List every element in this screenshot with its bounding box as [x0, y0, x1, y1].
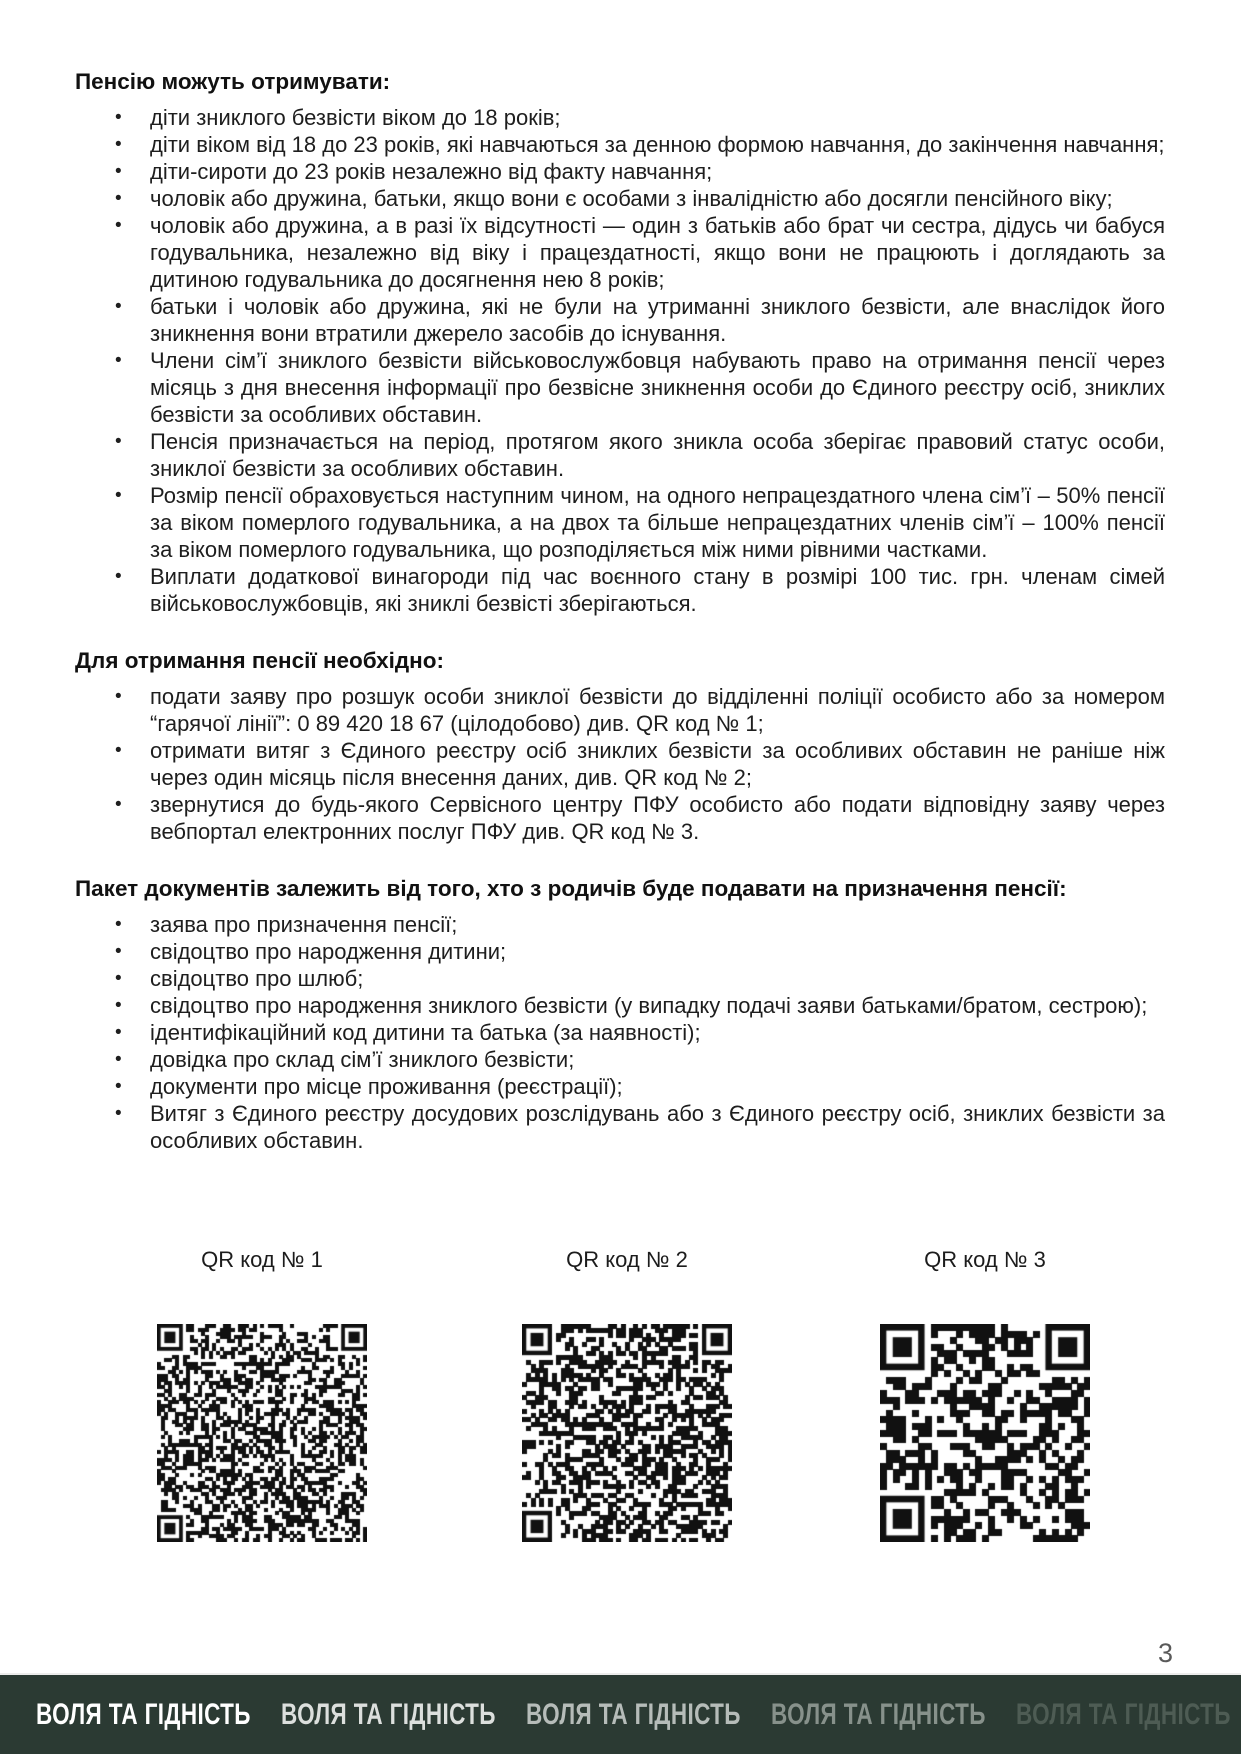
list-item [75, 131, 1165, 158]
bullet-marker-icon: • [115, 107, 122, 128]
qr-block-3 [880, 1246, 1090, 1542]
bullet-marker-icon: • [115, 794, 122, 815]
footer-slogan: ВОЛЯ ТА ГІДНІСТЬ [526, 1697, 741, 1731]
list-item-text: Витяг з Єдиного реєстру досудових розслідувань або з Єдиного реєстру осіб, зниклих безвісти за особливих обставин. [150, 1101, 1165, 1153]
list-item [75, 965, 1165, 992]
list-item-text: звернутися до будь-якого Сервісного центру ПФУ особисто або подати відповідну заяву через вебпортал електронних послуг ПФУ див. QR код № 3. [150, 792, 1165, 844]
bullet-marker-icon: • [115, 740, 122, 761]
bullet-marker-icon: • [115, 215, 122, 236]
bullet-marker-icon: • [115, 350, 122, 371]
list-item [75, 185, 1165, 212]
footer-slogan: ВОЛЯ ТА ГІДНІСТЬ [36, 1697, 251, 1731]
list-item [75, 1046, 1165, 1073]
list-item-text: Пенсія призначається на період, протягом якого зникла особа зберігає правовий статус особи, зниклої безвісти за особливих обставин. [150, 429, 1165, 481]
list-item-text: діти віком від 18 до 23 років, які навчаються за денною формою навчання, до закінчення навчання; [150, 132, 1165, 157]
list-item-text: документи про місце проживання (реєстрації); [150, 1074, 623, 1099]
footer-slogan: ВОЛЯ ТА ГІДНІСТЬ [1016, 1697, 1231, 1731]
qr-label-2: QR код № 2 [566, 1247, 688, 1272]
list-item [75, 158, 1165, 185]
list-item-text: Члени сім’ї зниклого безвісти військовослужбовця набувають право на отримання пенсії через місяць з дня внесення інформації про безвісне зникнення особи до Єдиного реєстру осіб, зниклих безвісти за особливих обставин. [150, 348, 1165, 427]
list-item [75, 563, 1165, 617]
list-item-text: подати заяву про розшук особи зниклої безвісти до відділенні поліції особисто або за номером “гарячої лінії”: 0 89 420 18 67 (цілодобово) див. QR код № 1; [150, 684, 1165, 736]
qr-label-3: QR код № 3 [924, 1247, 1046, 1272]
list-item [75, 428, 1165, 482]
list-item-text: заява про призначення пенсії; [150, 912, 458, 937]
bullet-marker-icon: • [115, 1022, 122, 1043]
list-item [75, 347, 1165, 428]
bullet-marker-icon: • [115, 914, 122, 935]
list-item [75, 1073, 1165, 1100]
list-item [75, 1019, 1165, 1046]
list-item-text: ідентифікаційний код дитини та батька (за наявності); [150, 1020, 701, 1045]
footer-banner [0, 1675, 1241, 1754]
bullet-marker-icon: • [115, 485, 122, 506]
section-how-to-get-pension [75, 647, 1165, 845]
bullet-marker-icon: • [115, 134, 122, 155]
bullet-marker-icon: • [115, 941, 122, 962]
footer-slogan-slot [1016, 1698, 1232, 1732]
list-item-text: довідка про склад сім’ї зниклого безвісти; [150, 1047, 575, 1072]
bullet-marker-icon: • [115, 1076, 122, 1097]
list-item [75, 1100, 1165, 1154]
list-item-text: чоловік або дружина, а в разі їх відсутності — один з батьків або брат чи сестра, дідусь чи бабуся годувальника, незалежно від віку і працездатності, якщо вони не працюють і доглядають за дитиною годувальника до досягнення нею 8 років; [150, 213, 1165, 292]
list-item [75, 737, 1165, 791]
list-item-text: свідоцтво про народження зниклого безвісти (у випадку подачі заяви батьками/братом, сестрою); [150, 993, 1148, 1018]
list-item [75, 791, 1165, 845]
section-heading: Пенсію можуть отримувати: [75, 69, 391, 94]
list-item [75, 911, 1165, 938]
list-item [75, 992, 1165, 1019]
list-item-text: свідоцтво про шлюб; [150, 966, 364, 991]
footer-slogan-slot [526, 1698, 742, 1732]
list-item-text: діти-сироти до 23 років незалежно від факту навчання; [150, 159, 713, 184]
footer-slogan-slot [771, 1698, 987, 1732]
footer-slogan: ВОЛЯ ТА ГІДНІСТЬ [771, 1697, 986, 1731]
list-item-text: діти зниклого безвісти віком до 18 років; [150, 105, 561, 130]
list-item-text: свідоцтво про народження дитини; [150, 939, 507, 964]
section-heading: Для отримання пенсії необхідно: [75, 648, 444, 673]
section-heading: Пакет документів залежить від того, хто з родичів буде подавати на призначення пенсії: [75, 876, 1067, 901]
footer-slogan: ВОЛЯ ТА ГІДНІСТЬ [281, 1697, 496, 1731]
list-item [75, 938, 1165, 965]
qr-block-1 [157, 1246, 367, 1542]
bullet-marker-icon: • [115, 968, 122, 989]
section-pension-recipients [75, 68, 1165, 617]
list-item-text: отримати витяг з Єдиного реєстру осіб зниклих безвісти за особливих обставин не раніше ніж через один місяць після внесення даних, див. QR код № 2; [150, 738, 1165, 790]
bullet-marker-icon: • [115, 161, 122, 182]
qr-code-1-image [157, 1324, 367, 1542]
list-item [75, 212, 1165, 293]
list-item-text: батьки і чоловік або дружина, які не були на утриманні зниклого безвісти, але внаслідок його зникнення вони втратили джерело засобів до існування. [150, 294, 1165, 346]
list-item-text: Виплати додаткової винагороди під час воєнного стану в розмірі 100 тис. грн. членам сімей військовослужбовців, які зниклі безвісті зберігаються. [150, 564, 1165, 616]
footer-slogan-slot [36, 1698, 252, 1732]
list-item [75, 683, 1165, 737]
list-item [75, 482, 1165, 563]
page-number: 3 [1157, 1638, 1173, 1668]
bullet-list [75, 911, 1165, 1154]
section-document-package [75, 875, 1165, 1154]
list-item-text: Розмір пенсії обраховується наступним чином, на одного непрацездатного члена сім’ї – 50% пенсії за віком померлого годувальника, а на двох та більше непрацездатних членів сім’ї – 100% пенсії за віком померлого годувальника, що розподіляється між ними рівними частками. [150, 483, 1165, 562]
qr-code-2-image [522, 1324, 732, 1542]
bullet-marker-icon: • [115, 431, 122, 452]
bullet-list [75, 683, 1165, 845]
qr-code-3-image [880, 1324, 1090, 1542]
bullet-marker-icon: • [115, 995, 122, 1016]
qr-code-area [0, 1246, 1241, 1566]
qr-block-2 [522, 1246, 732, 1542]
bullet-marker-icon: • [115, 1103, 122, 1124]
bullet-list [75, 104, 1165, 617]
bullet-marker-icon: • [115, 188, 122, 209]
list-item-text: чоловік або дружина, батьки, якщо вони є особами з інвалідністю або досягли пенсійного віку; [150, 186, 1113, 211]
footer-slogan-slot [281, 1698, 497, 1732]
list-item [75, 104, 1165, 131]
list-item [75, 293, 1165, 347]
bullet-marker-icon: • [115, 1049, 122, 1070]
qr-label-1: QR код № 1 [201, 1247, 323, 1272]
bullet-marker-icon: • [115, 686, 122, 707]
bullet-marker-icon: • [115, 566, 122, 587]
bullet-marker-icon: • [115, 296, 122, 317]
